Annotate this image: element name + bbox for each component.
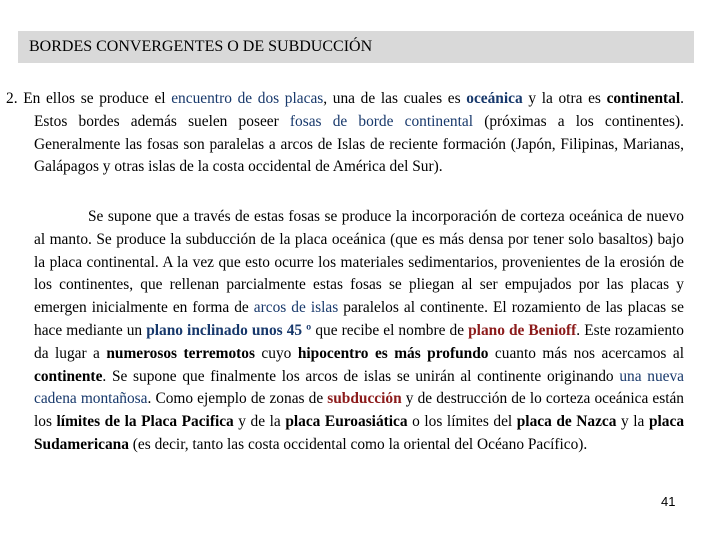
text-span: . Se supone que finalmente los arcos de islas se unirán al continente originando — [102, 367, 620, 385]
highlight-placa-euroasiatica: placa Euroasiática — [285, 413, 408, 431]
page-number: 41 — [661, 494, 676, 509]
paragraph-convergent-intro — [6, 88, 684, 179]
text-span: y la otra es — [522, 90, 607, 107]
text-span: y de la — [233, 413, 286, 431]
text-span: . Este rozamiento da lugar a — [34, 321, 685, 362]
text-span: cuyo — [254, 344, 298, 362]
highlight-arcos-de-islas: arcos de islas — [253, 299, 339, 317]
highlight-hipocentro: hipocentro es más profundo — [297, 344, 489, 362]
highlight-plano-inclinado: plano inclinado unos 45 º — [146, 321, 312, 339]
highlight-fosas: fosas de borde continental — [289, 112, 474, 130]
text-span: o los límites del — [407, 413, 517, 431]
text-span: (es decir, tanto las costa occidental como la oriental del Océano Pacífico). — [128, 435, 588, 453]
text-span: (próximas a los continentes). Generalmente las fosas son paralelas a arcos de Islas de reciente formación (Japón, Filipinas, Marianas, Galápagos y otras islas de la costa occidental de América del Sur). — [34, 112, 684, 176]
text-span: . Estos bordes además suelen poseer — [34, 90, 684, 130]
paragraph-subduction-process — [34, 206, 684, 457]
text-span: 2. En ellos se produce el — [6, 90, 172, 107]
text-span: paralelos al continente. El rozamiento de las placas se hace mediante un — [34, 299, 685, 339]
highlight-cadena-montanosa: una nueva cadena montañosa — [34, 367, 684, 408]
highlight-placa-nazca: placa de Nazca — [516, 413, 617, 431]
highlight-continental: continental — [606, 90, 681, 107]
highlight-plano-benioff: plano de Benioff — [468, 321, 577, 339]
text-span: Se supone que a través de estas fosas se produce la incorporación de corteza oceánica de nuevo al manto. Se produce la subducción de la placa oceánica (que es más densa por tener solo basaltos) bajo la placa continental. A la vez que esto ocurre los materiales sedimentarios, provenientes de la erosión de los continentes, que rellenan parcialmente estas fosas se pliegan al ser empujados por las placas y emergen inicialmente en forma de — [34, 208, 684, 317]
slide-title: BORDES CONVERGENTES O DE SUBDUCCIÓN — [18, 31, 694, 63]
text-span: . Como ejemplo de zonas de — [147, 390, 328, 408]
highlight-oceanica: oceánica — [466, 90, 523, 107]
highlight-terremotos: numerosos terremotos — [106, 344, 255, 362]
text-span: que recibe el nombre de — [311, 321, 469, 339]
highlight-continente: continente — [34, 367, 103, 385]
highlight-encuentro: encuentro de dos placas — [171, 90, 324, 107]
text-span: y la — [616, 413, 649, 431]
text-span: cuanto más nos acercamos al — [488, 344, 684, 362]
highlight-subduccion: subducción — [327, 390, 402, 408]
text-span: , una de las cuales es — [323, 90, 467, 107]
highlight-placa-sudamericana: placa Sudamericana — [34, 413, 685, 453]
highlight-placa-pacifica: límites de la Placa Pacifica — [56, 413, 234, 431]
text-span: y de destrucción de lo corteza oceánica están los — [34, 390, 684, 431]
